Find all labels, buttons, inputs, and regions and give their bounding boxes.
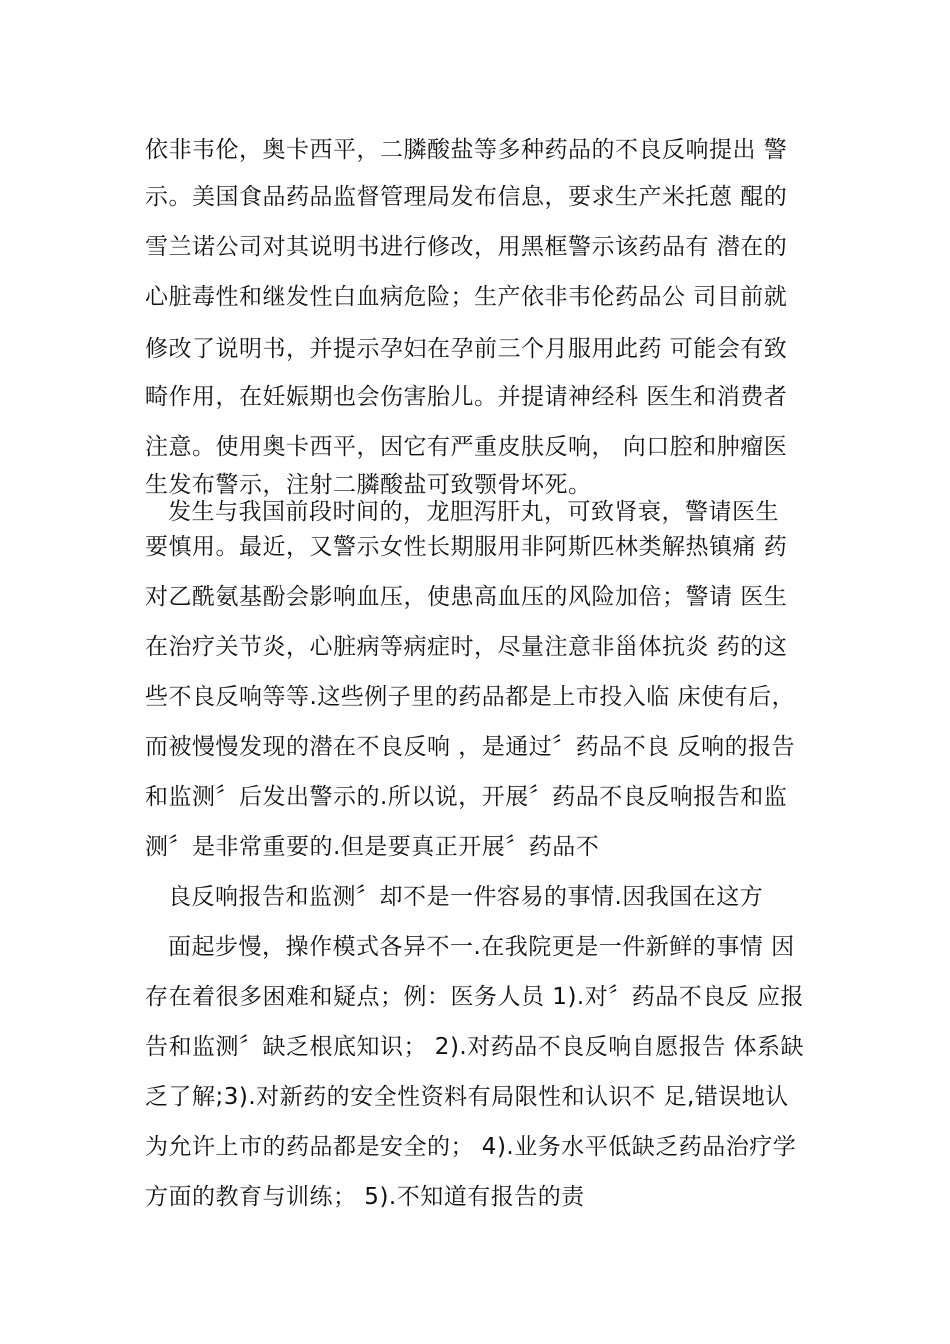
text-line: 为允许上市的药品都是安全的； 4).业务水平低缺乏药品治疗学 xyxy=(145,1134,797,1160)
text-line: 示。美国食品药品监督管理局发布信息，要求生产米托蒽 醌的 xyxy=(145,184,788,210)
text-line: 告和监测〞缺乏根底知识； 2).对药品不良反响自愿报告 体系缺 xyxy=(145,1034,805,1060)
text-line: 雪兰诺公司对其说明书进行修改，用黑框警示该药品有 潜在的 xyxy=(145,234,788,260)
text-line: 乏了解;3).对新药的安全性资料有局限性和认识不 足,错误地认 xyxy=(145,1084,789,1110)
text-line: 存在着很多困难和疑点；例：医务人员 1).对〞药品不良反 应报 xyxy=(145,984,805,1010)
text-line: 依非韦伦，奥卡西平，二膦酸盐等多种药品的不良反响提出 警 xyxy=(145,137,788,163)
text-line: 注意。使用奥卡西平，因它有严重皮肤反响， 向口腔和肿瘤医 xyxy=(145,434,788,460)
text-line: 在治疗关节炎，心脏病等病症时，尽量注意非甾体抗炎 药的这 xyxy=(145,634,788,660)
text-line: 修改了说明书，并提示孕妇在孕前三个月服用此药 可能会有致 xyxy=(145,336,788,362)
text-line: 发生与我国前段时间的，龙胆泻肝丸，可致肾衰，警请医生 xyxy=(168,499,779,525)
text-line: 测〞是非常重要的.但是要真正开展〞药品不 xyxy=(145,834,600,860)
text-line: 和监测〞后发出警示的.所以说，开展〞药品不良反响报告和监 xyxy=(145,784,788,810)
text-line: 要慎用。最近，又警示女性长期服用非阿斯匹林类解热镇痛 药 xyxy=(145,534,788,560)
text-line: 些不良反响等等.这些例子里的药品都是上市投入临 床使有后， xyxy=(145,684,796,710)
text-line: 方面的教育与训练； 5).不知道有报告的责 xyxy=(145,1184,585,1210)
text-line: 对乙酰氨基酚会影响血压，使患高血压的风险加倍；警请 医生 xyxy=(145,584,788,610)
text-line: 而被慢慢发现的潜在不良反响 ，是通过〞药品不良 反响的报告 xyxy=(145,734,796,760)
text-line: 生发布警示，注射二膦酸盐可致颚骨坏死。 xyxy=(145,472,592,498)
text-line: 心脏毒性和继发性白血病危险；生产依非韦伦药品公 司目前就 xyxy=(145,284,788,310)
text-line: 良反响报告和监测〞却不是一件容易的事情.因我国在这方 xyxy=(168,884,764,910)
text-line: 畸作用，在妊娠期也会伤害胎儿。并提请神经科 医生和消费者 xyxy=(145,384,788,410)
text-line: 面起步慢，操作模式各异不一.在我院更是一件新鲜的事情 因 xyxy=(168,934,795,960)
